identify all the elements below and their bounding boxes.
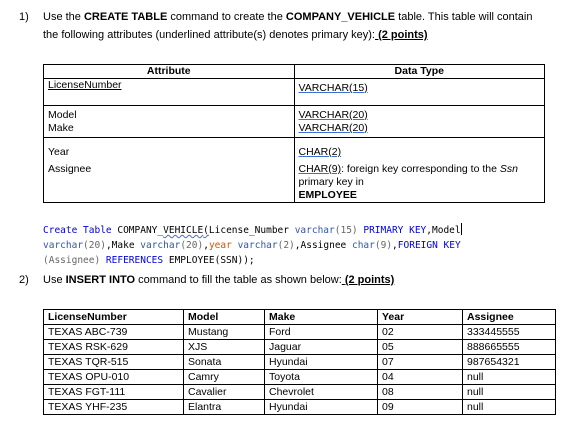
table-row <box>44 138 545 203</box>
cell-assignee: null <box>463 370 556 385</box>
attr-model-make <box>44 106 295 138</box>
code-license-number: License_Number <box>208 225 295 236</box>
text-cursor <box>461 223 462 235</box>
cell-make: Hyundai <box>265 355 378 370</box>
header-year: Year <box>378 310 463 325</box>
header-license-number: LicenseNumber <box>44 310 184 325</box>
type-assignee <box>299 163 541 189</box>
cell-year: 08 <box>378 385 463 400</box>
question-1-text <box>43 10 573 25</box>
header-data-type: Data Type <box>294 65 545 79</box>
cell-model: XJS <box>184 340 265 355</box>
attr-make: Make <box>48 122 74 134</box>
vehicle-data-table <box>43 309 556 415</box>
cell-make: Jaguar <box>265 340 378 355</box>
cell-year: 09 <box>378 400 463 415</box>
type-license-number <box>294 79 545 106</box>
type-license-number-label: VARCHAR(15) <box>298 82 368 94</box>
q1-prefix: Use the <box>43 11 84 23</box>
table-row <box>44 340 556 355</box>
code-v9: (9) <box>374 240 393 251</box>
type-model-make <box>294 106 545 138</box>
type-assignee-type: CHAR(9) <box>298 163 342 175</box>
code-comma-2: , <box>392 240 398 251</box>
type-model: VARCHAR(20) <box>298 109 368 121</box>
cell-license: TEXAS TQR-515 <box>44 355 184 370</box>
code-varchar-2: varchar <box>43 240 84 251</box>
header-model: Model <box>184 310 265 325</box>
code-v2: (2) <box>277 240 295 251</box>
question-2-text <box>43 273 573 288</box>
cell-license: TEXAS YHF-235 <box>44 400 184 415</box>
vehicle-table-header <box>44 310 556 325</box>
code-v15: (15) <box>334 225 364 236</box>
cell-make: Chevrolet <box>265 385 378 400</box>
type-assignee-employee: EMPLOYEE <box>298 189 357 201</box>
cell-model: Camry <box>184 370 265 385</box>
code-v20: (20) <box>83 240 106 251</box>
table-row <box>44 106 545 138</box>
code-assignee-paren: (Assignee) <box>43 255 106 266</box>
q1-table-name: COMPANY_VEHICLE <box>285 11 396 23</box>
attribute-table <box>43 64 545 203</box>
sql-code-block[interactable] <box>43 223 548 268</box>
cell-assignee: 888665555 <box>463 340 556 355</box>
q1-line2: the following attributes (underlined attribute(s) denotes primary key): <box>43 29 375 41</box>
table-row <box>44 79 545 106</box>
attr-model: Model <box>48 109 77 121</box>
type-make: VARCHAR(20) <box>298 122 368 134</box>
type-year-assignee <box>294 138 545 203</box>
cell-license: TEXAS FGT-111 <box>44 385 184 400</box>
code-make: ,Make <box>105 240 141 251</box>
question-2-number: 2) <box>19 274 29 286</box>
table-row <box>44 355 556 370</box>
cell-model: Elantra <box>184 400 265 415</box>
header-attribute: Attribute <box>44 65 295 79</box>
code-comma: , <box>203 240 209 251</box>
header-assignee: Assignee <box>463 310 556 325</box>
cell-model: Sonata <box>184 355 265 370</box>
cell-year: 04 <box>378 370 463 385</box>
code-varchar-1: varchar <box>294 225 335 236</box>
table-row <box>44 400 556 415</box>
q1-points: (2 points) <box>378 29 428 41</box>
type-assignee-desc-b: primary key in <box>298 176 364 188</box>
code-vehicle: VEHICLE <box>163 225 204 236</box>
cell-year: 05 <box>378 340 463 355</box>
header-make: Make <box>265 310 378 325</box>
cell-license: TEXAS ABC-739 <box>44 325 184 340</box>
code-model: ,Model <box>426 225 461 236</box>
q1-command: CREATE TABLE <box>83 11 168 23</box>
code-create-table: Create Table <box>43 225 112 236</box>
q2-prefix: Use <box>43 274 66 286</box>
type-year: CHAR(2) <box>298 146 342 158</box>
attribute-table-header <box>44 65 545 79</box>
attr-assignee: Assignee <box>48 163 92 175</box>
cell-assignee: 333445555 <box>463 325 556 340</box>
question-1-number: 1) <box>19 11 29 23</box>
q2-rest: command to fill the table as shown below: <box>135 274 342 286</box>
code-varchar-3: varchar <box>140 240 181 251</box>
code-year: year <box>208 240 232 251</box>
cell-model: Mustang <box>184 325 265 340</box>
cell-assignee: 987654321 <box>463 355 556 370</box>
attr-license-number <box>44 79 295 106</box>
q1-middle: command to create the <box>167 11 286 23</box>
code-employee: EMPLOYEE(SSN)); <box>163 255 255 266</box>
attr-year: Year <box>48 146 70 158</box>
attr-year-assignee <box>44 138 295 203</box>
attr-license-number-label: LicenseNumber <box>48 79 122 91</box>
cell-license: TEXAS RSK-629 <box>44 340 184 355</box>
cell-make: Hyundai <box>265 400 378 415</box>
table-row <box>44 370 556 385</box>
cell-assignee: null <box>463 385 556 400</box>
q2-points: (2 points) <box>344 274 395 286</box>
cell-year: 07 <box>378 355 463 370</box>
q1-rest: table. This table will contain <box>395 11 533 23</box>
code-paren: ( <box>203 225 209 236</box>
code-references: REFERENCES <box>105 255 164 266</box>
table-row <box>44 385 556 400</box>
code-v20b: (20) <box>180 240 204 251</box>
cell-make: Ford <box>265 325 378 340</box>
q2-command: INSERT INTO <box>65 274 136 286</box>
question-1-line2 <box>43 28 573 43</box>
cell-assignee: null <box>463 400 556 415</box>
code-company: COMPANY_ <box>111 225 164 236</box>
cell-make: Toyota <box>265 370 378 385</box>
code-char: char <box>351 240 375 251</box>
code-varchar-4: varchar <box>237 240 278 251</box>
type-assignee-desc-a: : foreign key corresponding to the <box>341 163 500 175</box>
code-primary-key: PRIMARY KEY <box>363 225 427 236</box>
table-row <box>44 325 556 340</box>
cell-model: Cavalier <box>184 385 265 400</box>
cell-license: TEXAS OPU-010 <box>44 370 184 385</box>
cell-year: 02 <box>378 325 463 340</box>
type-assignee-ssn: Ssn <box>499 163 518 175</box>
code-assignee: ,Assignee <box>294 240 352 251</box>
code-foreign-key: FOREIGN KEY <box>397 240 461 251</box>
